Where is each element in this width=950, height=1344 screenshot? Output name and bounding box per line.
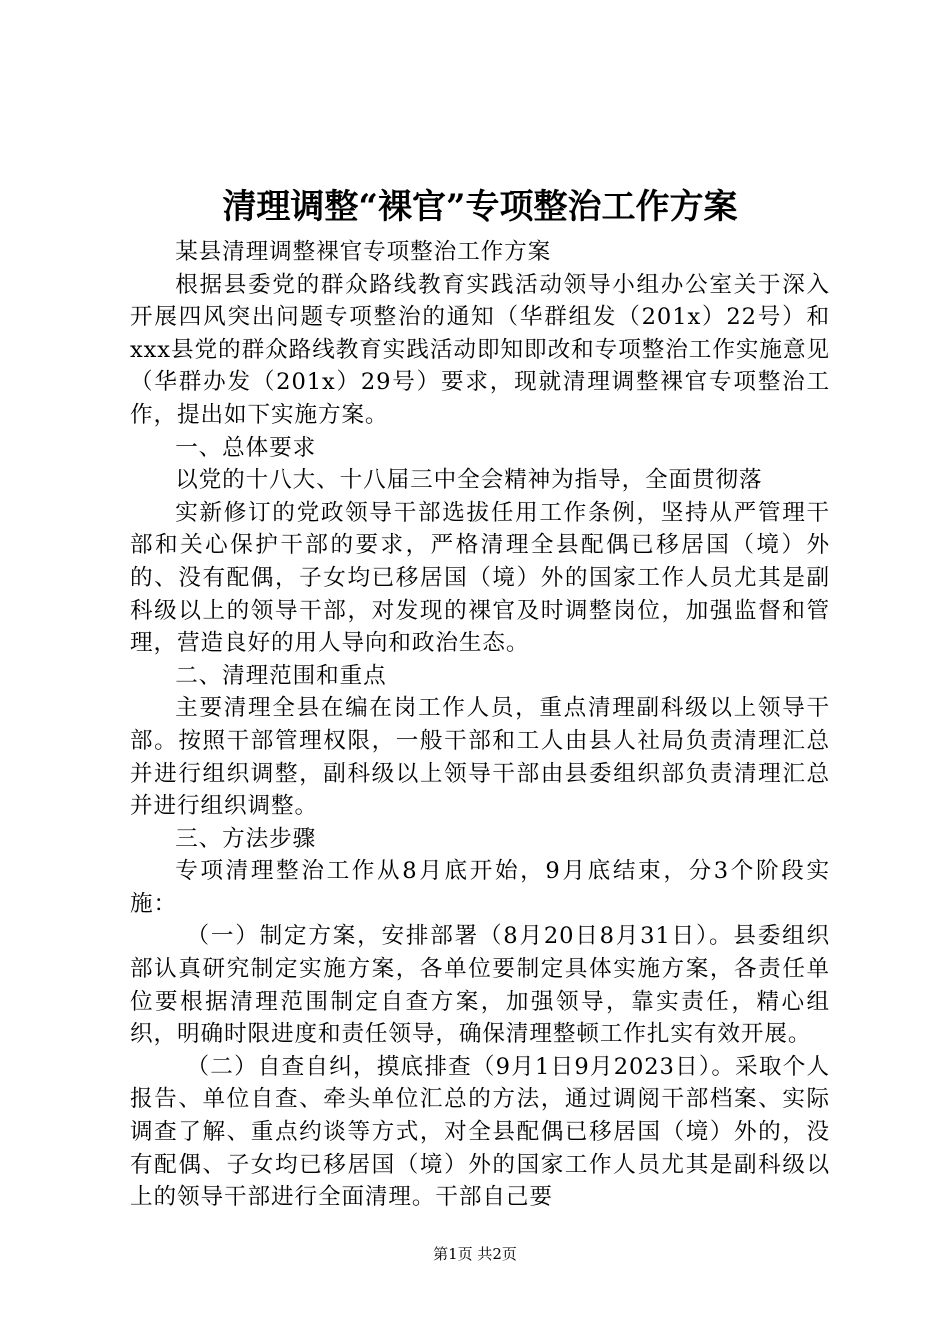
paragraph-requirements: 实新修订的党政领导干部选拔任用工作条例，坚持从严管理干部和关心保护干部的要求，严格清理全县配偶已移居国（境）外的、没有配偶，子女均已移居国（境）外的国家工作人员尤其是副科级以上的领导干部，对发现的裸官及时调整岗位，加强监督和管理，营造良好的用人导向和政治生态。: [130, 499, 830, 657]
paragraph-guidance: 以党的十八大、十八届三中全会精神为指导，全面贯彻落: [175, 467, 763, 494]
paragraph-step-two: （二）自查自纠，摸底排查（9月1日9月2023日）。采取个人报告、单位自查、牵头单位汇总的方法，通过调阅干部档案、实际调查了解、重点约谈等方式，对全县配偶已移居国（境）外的，没有配偶、子女均已移居国（境）外的国家工作人员尤其是副科级以上的领导干部进行全面清理。干部自己要: [130, 1053, 830, 1211]
paragraph-step-one: （一）制定方案，安排部署（8月20日8月31日）。县委组织部认真研究制定实施方案，各单位要制定具体实施方案，各责任单位要根据清理范围制定自查方案，加强领导，靠实责任，精心组织，明确时限进度和责任领导，确保清理整顿工作扎实有效开展。: [130, 923, 830, 1048]
page-footer: 第1页 共2页: [433, 1245, 517, 1263]
paragraph-scope: 主要清理全县在编在岗工作人员，重点清理副科级以上领导干部。按照干部管理权限，一般干部和工人由县人社局负责清理汇总并进行组织调整，副科级以上领导干部由县委组织部负责清理汇总并进行组织调整。: [130, 695, 830, 820]
document-title: 清理调整“裸官”专项整治工作方案: [222, 187, 738, 227]
document-body: [130, 236, 830, 1214]
heading-steps: 三、方法步骤: [175, 825, 317, 852]
heading-scope: 二、清理范围和重点: [175, 662, 387, 689]
heading-general-requirements: 一、总体要求: [175, 434, 317, 461]
paragraph-intro: 根据县委党的群众路线教育实践活动领导小组办公室关于深入开展四风突出问题专项整治的通知（华群组发（201x）22号）和xxx县党的群众路线教育实践活动即知即改和专项整治工作实施意见（华群办发（201x）29号）要求，现就清理调整裸官专项整治工作，提出如下实施方案。: [130, 271, 831, 428]
paragraph-steps-intro: 专项清理整治工作从8月底开始，9月底结束，分3个阶段实施：: [130, 858, 830, 917]
paragraph-subtitle: 某县清理调整裸官专项整治工作方案: [175, 239, 552, 265]
